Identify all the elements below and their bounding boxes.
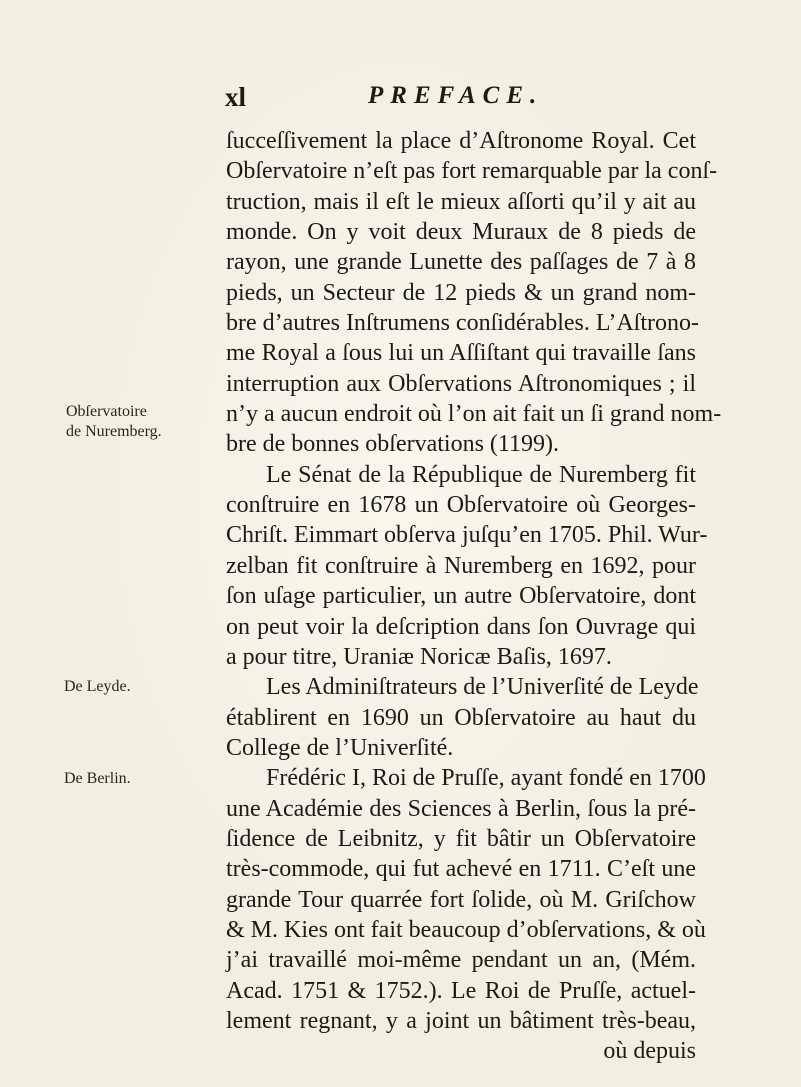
text-line: ſucceſſivement la place d’Aſtronome Royal. Cet (226, 128, 696, 154)
margin-note-berlin (64, 769, 131, 789)
text-line: lement regnant, y a joint un bâtiment très-beau, (226, 1007, 696, 1034)
margin-note-nuremberg (66, 402, 162, 442)
text-line: a pour titre, Uraniæ Noricæ Baſis, 1697. (226, 643, 612, 670)
text-line: College de l’Univerſité. (226, 734, 454, 761)
text-line: Le Sénat de la République de Nuremberg fit (266, 461, 696, 488)
text-line: interruption aux Obſervations Aſtronomiques ; il (226, 370, 696, 397)
catchword: où depuis (603, 1038, 696, 1065)
margin-note-line: De Leyde. (64, 678, 131, 695)
margin-note-line: De Berlin. (64, 770, 131, 787)
text-line: Obſervatoire n’eſt pas fort remarquable par la conſ- (226, 158, 718, 185)
running-title: PREFACE. (368, 82, 544, 109)
text-line: on peut voir la deſcription dans ſon Ouvrage qui (226, 613, 696, 640)
text-line: monde. On y voit deux Muraux de 8 pieds de (226, 219, 696, 246)
text-line: Chriſt. Eimmart obſerva juſqu’en 1705. Phil. Wur- (226, 522, 708, 549)
margin-note-leyde (64, 677, 131, 697)
text-line: rayon, une grande Lunette des paſſages de 7 à 8 (226, 249, 696, 276)
text-line: une Académie des Sciences à Berlin, ſous la pré- (226, 795, 696, 822)
text-line: conſtruire en 1678 un Obſervatoire où Georges- (226, 492, 696, 519)
text-line: très-commode, qui fut achevé en 1711. C’eſt une (226, 856, 696, 883)
text-line: & M. Kies ont fait beaucoup d’obſervations, & où (226, 916, 706, 943)
margin-note-line: Obſervatoire (66, 403, 147, 420)
text-line: j’ai travaillé moi-même pendant un an, (Mém. (226, 947, 696, 974)
text-line: zelban fit conſtruire à Nuremberg en 1692, pour (226, 552, 696, 579)
text-line: grande Tour quarrée fort ſolide, où M. Griſchow (226, 886, 696, 913)
text-line: Les Adminiſtrateurs de l’Univerſité de Leyde (266, 674, 699, 701)
body-text (226, 126, 722, 1067)
text-line: Frédéric I, Roi de Pruſſe, ayant fondé en 1700 (266, 765, 706, 792)
text-line: bre de bonnes obſervations (1199). (226, 431, 560, 458)
text-line: établirent en 1690 un Obſervatoire au haut du (226, 704, 696, 731)
text-line: bre d’autres Inſtrumens conſidérables. L’Aſtrono- (226, 310, 699, 337)
text-line: ſidence de Leibnitz, y fit bâtir un Obſervatoire (226, 825, 696, 852)
page-number: xl (225, 82, 247, 112)
running-head (225, 82, 695, 116)
text-line: pieds, un Secteur de 12 pieds & un grand nom- (226, 279, 696, 306)
text-line: truction, mais il eſt le mieux aſſorti qu’il y ait au (226, 188, 696, 215)
margin-note-line: de Nuremberg. (66, 423, 162, 440)
text-line: ſon uſage particulier, un autre Obſervatoire, dont (226, 583, 696, 610)
text-line: Acad. 1751 & 1752.). Le Roi de Pruſſe, actuel- (226, 977, 696, 1004)
text-line: me Royal a ſous lui un Aſſiſtant qui travaille ſans (226, 340, 696, 367)
text-line: n’y a aucun endroit où l’on ait fait un ſi grand nom- (226, 401, 722, 428)
